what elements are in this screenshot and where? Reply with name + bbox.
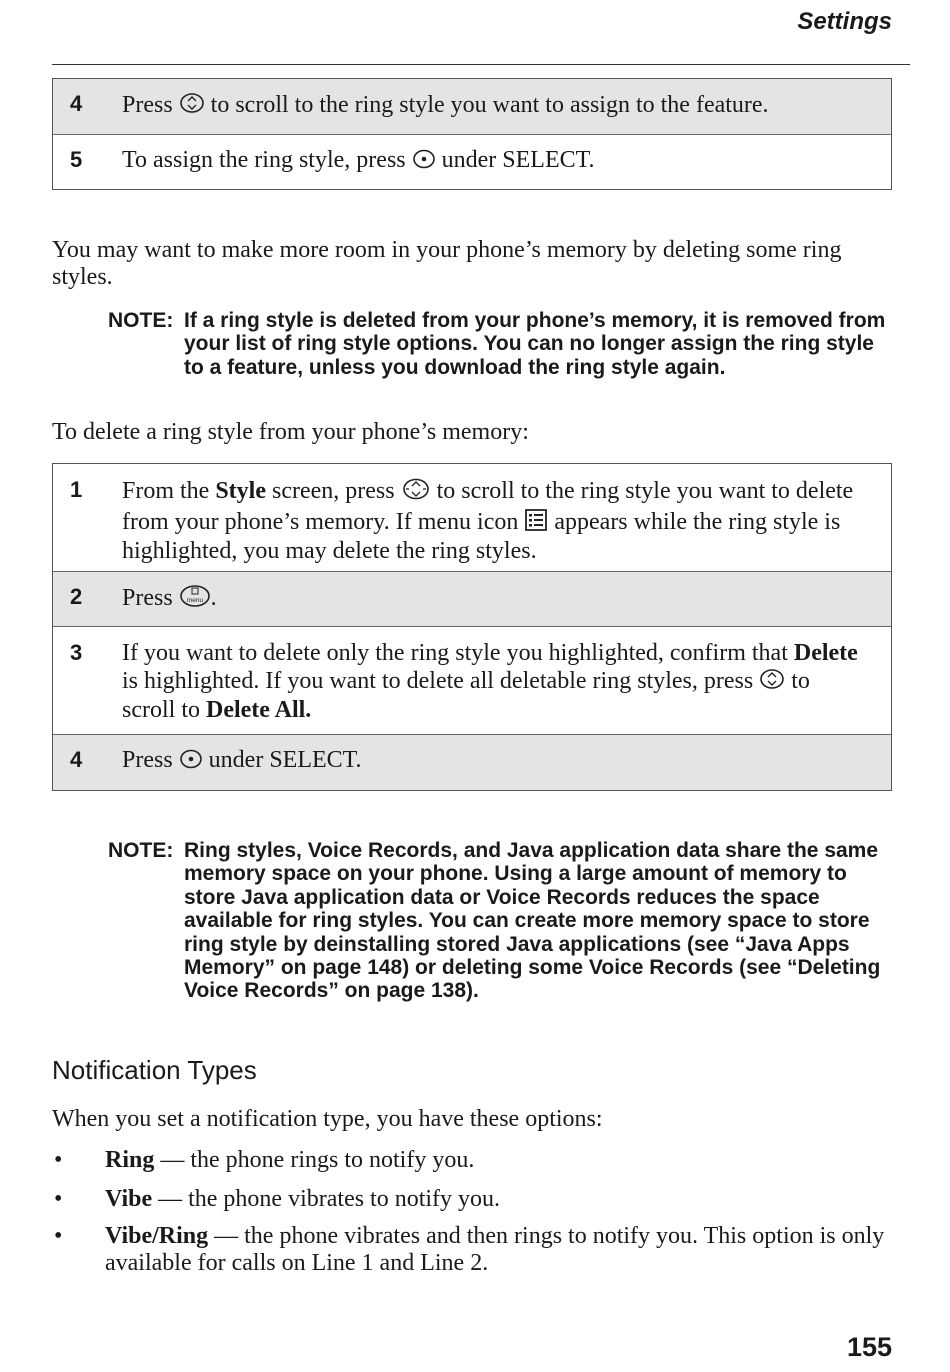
steps-table-assign (52, 78, 892, 190)
note-label: NOTE: (108, 839, 174, 862)
step-text-part: to scroll to the ring style you want to delete from your phone’s memory. If menu icon (122, 478, 854, 535)
bullet-dot: • (54, 1223, 63, 1249)
step-text (122, 735, 891, 790)
step-text-part: screen, press (272, 478, 395, 504)
bullet-dot: • (54, 1147, 63, 1173)
step-number: 2 (70, 584, 83, 609)
note-shared-memory (108, 839, 898, 1003)
intro-paragraph: You may want to make more room in your phone’s memory by deleting some ring styles. (52, 237, 842, 290)
menu-list-icon (524, 508, 548, 539)
bullet-term: Vibe/Ring (105, 1223, 209, 1249)
step-text-after: to scroll to the ring style you want to assign to the feature. (210, 92, 769, 118)
step-text-before: To assign the ring style, press (122, 147, 406, 173)
bullet-item (52, 1223, 892, 1276)
steps-table-delete (52, 463, 892, 791)
step-row (53, 464, 891, 572)
step-text (122, 572, 891, 626)
step-text-before: Press (122, 92, 173, 118)
menu-key-icon (179, 584, 211, 615)
note-label: NOTE: (108, 309, 174, 332)
note-text: Ring styles, Voice Records, and Java application data share the same memory space on your phone. Using a large amount of memory to store Java application data or Voice Records reduces the space available for ring styles. You can create more memory space to store ring style by deinstalling stored Java applications (see “Java Apps Memory” on page 148) or deleting some Voice Records (see “Deleting Voice Records” on page 138). (184, 839, 881, 1003)
bullet-dot: • (54, 1186, 63, 1212)
header-divider (52, 64, 910, 65)
step-text-part: Press (122, 585, 173, 611)
step-text-part: under SELECT. (208, 747, 362, 773)
select-key-icon (412, 148, 436, 177)
step-number: 4 (70, 91, 83, 116)
step-row (53, 572, 891, 627)
note-delete-warning (108, 309, 898, 379)
step-number: 5 (70, 147, 83, 172)
step-text (122, 627, 891, 734)
step-text-part: to scroll to (122, 667, 810, 723)
bullet-item (52, 1186, 892, 1213)
note-text: If a ring style is deleted from your phone’s memory, it is removed from your list of ring style options. You can no longer assign the ring style to a feature, unless you download the ring style again. (184, 309, 886, 379)
bullet-term: Ring (105, 1147, 155, 1173)
step-text-after: under SELECT. (441, 147, 595, 173)
svg-text:menu: menu (186, 597, 203, 604)
step-text (122, 79, 891, 134)
step-text-part: . (210, 585, 217, 611)
step-row (53, 135, 891, 189)
bullet-item (52, 1147, 892, 1174)
running-header: Settings (797, 8, 892, 35)
delete-intro-paragraph: To delete a ring style from your phone’s memory: (52, 419, 529, 445)
scroll-updown-icon (759, 667, 785, 698)
delete-option-label: Delete (793, 640, 858, 666)
step-text-part: is highlighted. If you want to delete all deletable ring styles, press (122, 667, 754, 694)
bullet-term: Vibe (105, 1186, 153, 1212)
step-text-part: Press (122, 747, 173, 773)
bullet-desc: — the phone rings to notify you. (154, 1147, 475, 1173)
step-text (122, 464, 891, 571)
step-number: 4 (70, 747, 83, 772)
delete-all-option-label: Delete All. (206, 697, 312, 723)
step-number: 1 (70, 477, 83, 502)
style-screen-label: Style (215, 478, 266, 504)
section-intro: When you set a notification type, you have these options: (52, 1106, 603, 1132)
step-text-part: From the (122, 478, 210, 504)
page-number: 155 (846, 1332, 892, 1362)
step-number: 3 (70, 640, 83, 665)
step-text (122, 135, 891, 189)
step-row (53, 735, 891, 790)
select-key-icon (179, 748, 203, 777)
bullet-desc: — the phone vibrates to notify you. (152, 1186, 501, 1212)
section-heading: Notification Types (52, 1055, 257, 1085)
step-text-part: appears while the ring style is highlighted, you may delete the ring styles. (122, 508, 841, 564)
step-row (53, 627, 891, 735)
scroll-4way-icon (401, 477, 431, 508)
bullet-desc: — the phone vibrates and then rings to notify you. This option is only available for calls on Line 1 and Line 2. (105, 1223, 885, 1276)
scroll-updown-icon (179, 91, 205, 122)
step-text-part: If you want to delete only the ring style you highlighted, confirm that (122, 640, 788, 666)
step-row (53, 79, 891, 135)
